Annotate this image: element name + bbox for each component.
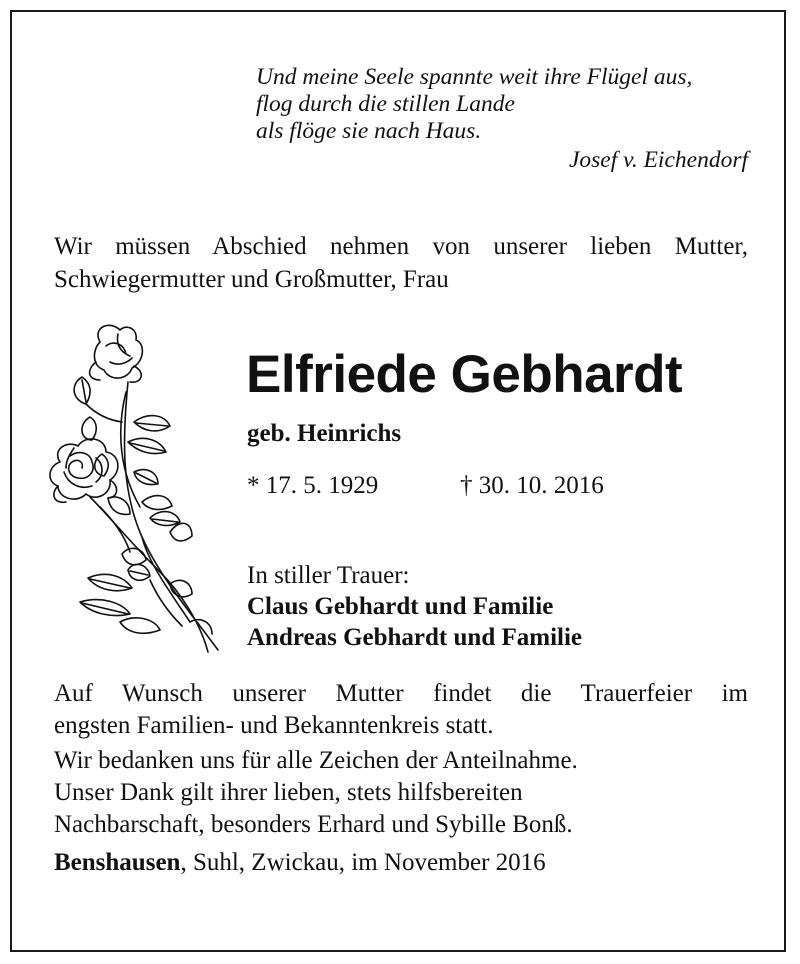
quote-line-3: als flöge sie nach Haus. <box>256 118 482 144</box>
place-bold: Benshausen <box>54 849 181 876</box>
intro-line-2: Schwiegermutter und Großmutter, Frau <box>54 266 449 293</box>
mourner-family-1: Claus Gebhardt und Familie <box>247 593 554 620</box>
quote-line-2: flog durch die stillen Lande <box>256 91 515 117</box>
maiden-name: geb. Heinrichs <box>247 420 402 447</box>
quote-line-1: Und meine Seele spannte weit ihre Flügel aus, <box>256 64 693 90</box>
thanks-line-2: Unser Dank gilt ihrer lieben, stets hilfsbereiten <box>54 779 523 806</box>
birth-date: * 17. 5. 1929 <box>247 472 379 499</box>
quote-author: Josef v. Eichendorf <box>568 147 748 173</box>
funeral-line-1: Auf Wunsch unserer Mutter findet die Trauerfeier im <box>54 680 748 707</box>
intro-text <box>54 230 748 296</box>
mourners-heading: In stiller Trauer: <box>247 562 410 589</box>
poem-quote <box>256 64 748 174</box>
mourner-family-2: Andreas Gebhardt und Familie <box>247 624 582 651</box>
thanks-line-1: Wir bedanken uns für alle Zeichen der Anteilnahme. <box>54 747 578 774</box>
death-date: † 30. 10. 2016 <box>460 472 604 499</box>
rose-icon <box>30 322 230 657</box>
thanks-line-3: Nachbarschaft, besonders Erhard und Sybille Bonß. <box>54 811 573 838</box>
intro-line-1: Wir müssen Abschied nehmen von unserer lieben Mutter, <box>54 233 748 260</box>
place-date-line <box>54 847 748 879</box>
place-rest: , Suhl, Zwickau, im November 2016 <box>180 849 546 876</box>
mourners-block <box>247 560 582 653</box>
funeral-line-2: engsten Familien- und Bekanntenkreis statt. <box>54 712 494 739</box>
life-dates <box>247 470 604 502</box>
deceased-name: Elfriede Gebhardt <box>246 345 683 404</box>
notice-body <box>54 678 748 879</box>
